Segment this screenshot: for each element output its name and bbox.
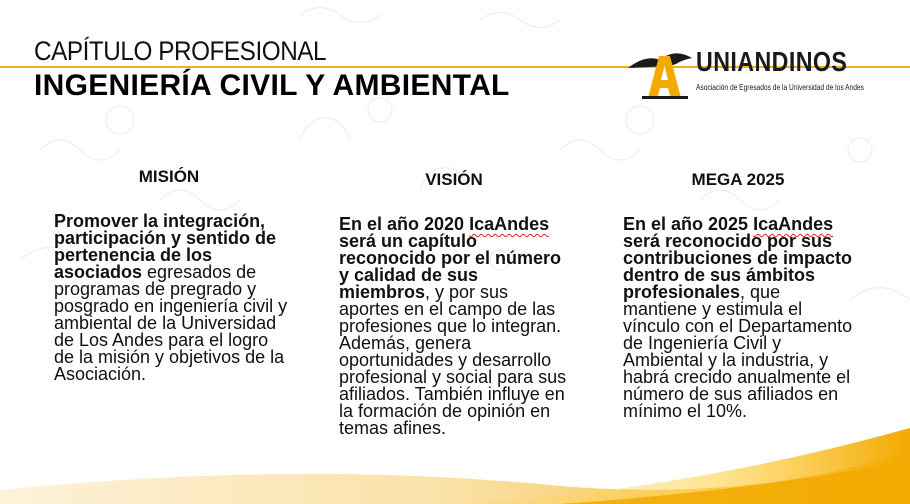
mision-text-bold: Promover la integración, participación y sentido de pertenencia de los asociados [54, 211, 277, 282]
mega-heading: MEGA 2025 [691, 170, 785, 189]
vision-text-regular: , y por sus aportes en el campo de las profesiones que lo integran. Además, genera oportunidades y desarrollo profesional y social para sus afiliados. También influye en la formación de opinión en temas afines. [339, 282, 567, 438]
vision-brand: IcaAndes [469, 214, 550, 234]
logo-name: UNIANDINOS [696, 46, 848, 77]
vision-bold-pre: En el año 2020 [339, 214, 470, 234]
condor-a-icon [626, 42, 696, 102]
mega-bold-post: será reconocido por sus contribuciones de impacto dentro de sus ámbitos profesionales [623, 231, 853, 302]
mision-text [54, 213, 292, 383]
mega-text [623, 216, 858, 420]
mega-text-regular: , que mantiene y estimula el vínculo con el Departamento de Ingeniería Civil y Ambiental y la industria, y habrá crecido anualmente el número de sus afiliados en mínimo el 10%. [623, 282, 853, 421]
vision-text [339, 216, 571, 437]
page-subtitle: CAPÍTULO PROFESIONAL [34, 36, 327, 66]
mega-bold-pre: En el año 2025 [623, 214, 754, 234]
mision-heading: MISIÓN [138, 167, 200, 186]
vision-bold-post: será un capítulo reconocido por el número y calidad de sus miembros [339, 231, 562, 302]
mega-brand: IcaAndes [753, 214, 834, 234]
logo-tagline: Asociación de Egresados de la Universidad de los Andes [696, 83, 864, 92]
uniandinos-logo [626, 40, 862, 102]
page-title: INGENIERÍA CIVIL Y AMBIENTAL [34, 69, 510, 102]
mision-text-regular: egresados de programas de pregrado y posgrado en ingeniería civil y ambiental de la Universidad de Los Andes para el logro de la misión y objetivos de la Asociación. [54, 262, 288, 384]
vision-heading: VISIÓN [425, 170, 483, 189]
footer-swoosh [0, 420, 910, 504]
